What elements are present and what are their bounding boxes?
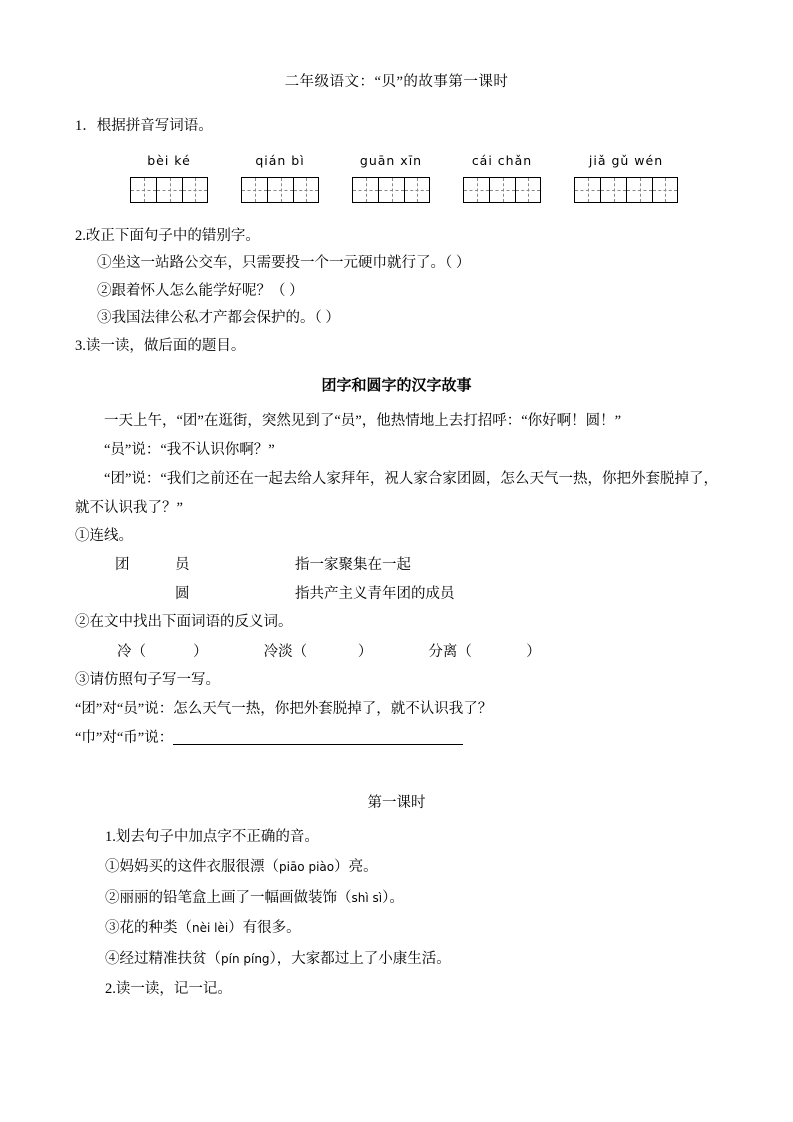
writing-grid[interactable]	[463, 177, 541, 203]
pinyin-label: cái chǎn	[471, 152, 533, 168]
grid-cell[interactable]	[515, 177, 541, 203]
match-row[interactable]	[75, 580, 718, 609]
part2-question-2-label: 2.读一读，记一记。	[105, 981, 232, 998]
question-2-item-3: ③我国法律公私才产都会保护的。（ ）	[97, 310, 340, 327]
antonym-row[interactable]	[75, 638, 718, 667]
antonym-item-1[interactable]: 冷（ ）	[117, 644, 208, 661]
grid-cell[interactable]	[182, 177, 208, 203]
grid-cell[interactable]	[352, 177, 378, 203]
writing-grid[interactable]	[352, 177, 430, 203]
grid-cell[interactable]	[130, 177, 156, 203]
pinyin-group-4	[463, 153, 541, 203]
match-left-term: 团	[115, 556, 130, 573]
match-definition: 指共产主义青年团的成员	[295, 585, 455, 602]
story-paragraph-3: “团”说：“我们之前还在一起去给人家拜年，祝人家合家团圆，怎么天气一热，你把外套脱掉了，就不认识我了？”	[75, 471, 718, 517]
page-title: 二年级语文：“贝”的故事第一课时	[284, 74, 509, 90]
item-text-post: ），大家都过上了小康生活。	[269, 950, 451, 967]
item-text-post: ）亮。	[334, 859, 378, 876]
grid-cell[interactable]	[293, 177, 319, 203]
pinyin-label: qián bì	[255, 152, 305, 168]
item-text-pre: ③花的种类（	[105, 920, 192, 937]
answer-blank-line[interactable]	[173, 728, 463, 745]
pinyin-label: jiǎ gǔ wén	[588, 152, 664, 168]
writing-grid[interactable]	[241, 177, 319, 203]
part2-question-1-item-2	[75, 883, 718, 913]
item-text-post: ）。	[382, 889, 404, 906]
question-3-label: 3.读一读，做后面的题目。	[75, 337, 246, 354]
match-row[interactable]	[75, 551, 718, 580]
question-2-label: 2.改正下面句子中的错别字。	[75, 227, 260, 244]
part2-title: 第一课时	[367, 794, 426, 811]
question-2-item-2: ②跟着怀人怎么能学好呢？（ ）	[97, 282, 304, 299]
pinyin-choices[interactable]: piāo piào	[279, 860, 335, 875]
part2-question-1-label: 1.划去句子中加点字不正确的音。	[105, 828, 319, 845]
pinyin-label: guān xīn	[359, 152, 423, 168]
pinyin-choices[interactable]: shì sì	[351, 890, 383, 905]
grid-cell[interactable]	[241, 177, 267, 203]
pinyin-choices[interactable]: nèi lèi	[192, 921, 229, 936]
writing-grid[interactable]	[130, 177, 208, 203]
antonym-item-2[interactable]: 冷淡（ ）	[263, 644, 373, 661]
grid-cell[interactable]	[267, 177, 293, 203]
story-title: 团字和圆字的汉字故事	[321, 378, 472, 395]
grid-cell[interactable]	[600, 177, 626, 203]
item-text-pre: ④经过精准扶贫（	[105, 950, 221, 967]
pinyin-group-5	[574, 153, 678, 203]
story-paragraph-2: “员”说：“我不认识你啊？”	[104, 442, 275, 459]
pinyin-choices[interactable]: pín píng	[221, 951, 270, 966]
match-mid-term: 员	[175, 556, 190, 573]
item-text-pre: ②丽丽的铅笔盒上画了一幅画做装饰（	[105, 889, 352, 906]
match-mid-term: 圆	[175, 585, 190, 602]
grid-cell[interactable]	[626, 177, 652, 203]
grid-cell[interactable]	[156, 177, 182, 203]
grid-cell[interactable]	[463, 177, 489, 203]
question-3-sub-2-label: ②在文中找出下面词语的反义词。	[75, 613, 293, 630]
pinyin-grid-row	[75, 153, 718, 203]
item-text-pre: ①妈妈买的这件衣服很漂（	[105, 859, 279, 876]
part2-question-1-item-3	[75, 913, 718, 943]
story-paragraph-1: 一天上午，“团”在逛街，突然见到了“员”，他热情地上去打招呼：“你好啊！圆！”	[104, 413, 622, 430]
match-left-term	[115, 580, 175, 609]
antonym-item-3[interactable]: 分离（ ）	[428, 644, 541, 661]
answer-prompt-row	[75, 724, 718, 753]
question-2-item-1: ①坐这一站路公交车，只需要投一个一元硬巾就行了。（ ）	[97, 255, 471, 272]
pinyin-group-3	[352, 153, 430, 203]
pinyin-group-1	[130, 153, 208, 203]
pinyin-group-2	[241, 153, 319, 203]
grid-cell[interactable]	[652, 177, 678, 203]
question-1-label: 1．根据拼音写词语。	[75, 118, 213, 134]
match-definition: 指一家聚集在一起	[295, 556, 411, 573]
grid-cell[interactable]	[574, 177, 600, 203]
part2-question-1-item-1	[75, 852, 718, 882]
answer-prompt-label: “巾”对“币”说：	[75, 729, 174, 746]
pinyin-label: bèi ké	[147, 152, 191, 168]
grid-cell[interactable]	[378, 177, 404, 203]
grid-cell[interactable]	[404, 177, 430, 203]
question-3-sub-1-label: ①连线。	[75, 528, 133, 545]
grid-cell[interactable]	[489, 177, 515, 203]
example-sentence: “团”对“员”说：怎么天气一热，你把外套脱掉了，就不认识我了？	[75, 700, 493, 717]
item-text-post: ）有很多。	[228, 920, 301, 937]
writing-grid[interactable]	[574, 177, 678, 203]
part2-question-1-item-4	[75, 944, 718, 974]
question-3-sub-3-label: ③请仿照句子写一写。	[75, 672, 220, 689]
